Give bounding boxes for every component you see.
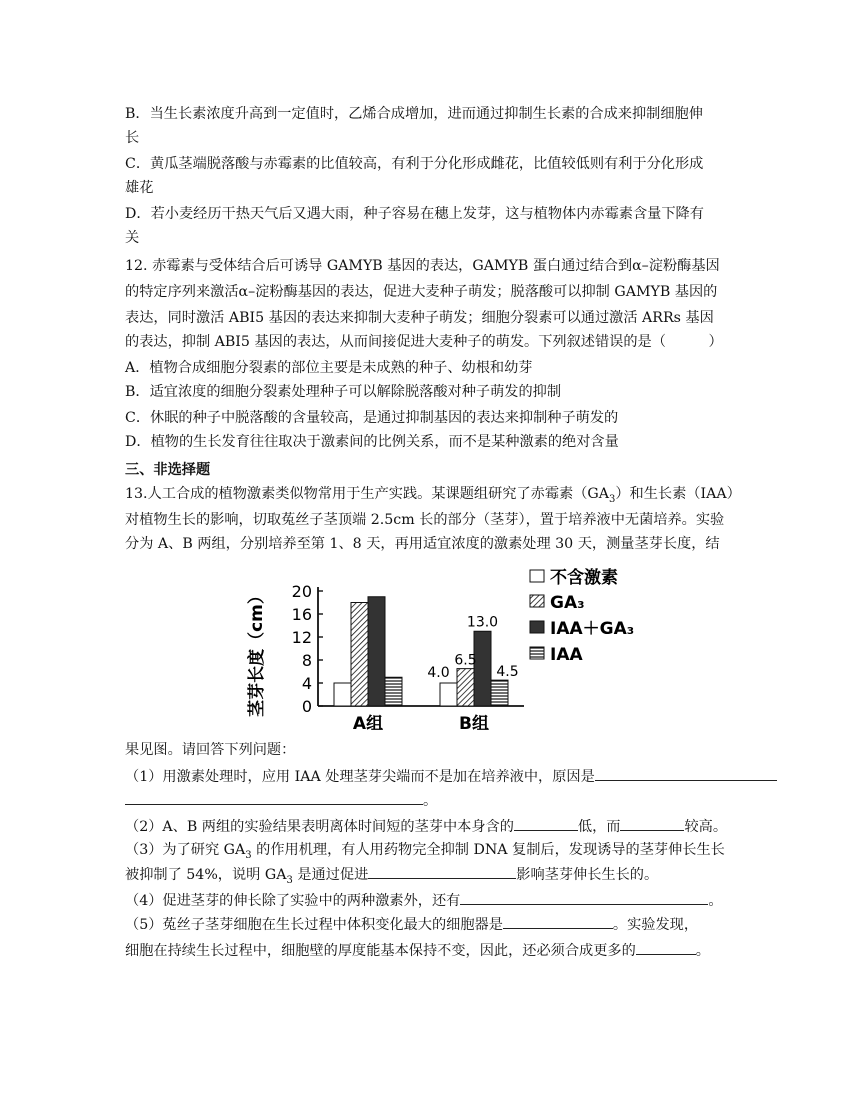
- legend-label: IAA: [550, 645, 583, 665]
- legend-label: GA₃: [550, 593, 585, 613]
- q13-part3-line2: 被抑制了 54%，说明 $GA_3$ 是通过促进 影响茎芽伸长生长的。: [125, 864, 658, 885]
- q12-stem-line2: 的特定序列来激活α–淀粉酶基因的表达，促进大麦种子萌发；脱落酸可以抑制 GAMYB 基因的: [125, 284, 718, 300]
- data-label: 4.0: [427, 665, 450, 681]
- y-tick-label: 8: [301, 651, 312, 670]
- legend-swatch: [530, 647, 544, 659]
- q13-part5-line1: （5）菟丝子茎芽细胞在生长过程中体积变化最大的细胞器是 。实验发现，: [125, 914, 698, 935]
- q11-option-b-line2: 长: [125, 130, 140, 146]
- q12-option-b: B．适宜浓度的细胞分裂素处理种子可以解除脱落酸对种子萌发的抑制: [125, 384, 562, 400]
- q13-part3-line1: （3）为了研究 $GA_3$ 的作用机理，有人用药物完全抑制 DNA 复制后，发现诱导的茎芽伸长生长: [125, 842, 725, 861]
- bar: [474, 631, 491, 706]
- y-tick-label: 16: [291, 605, 312, 624]
- q12-stem-line4: 的表达，抑制 ABI5 基因的表达，从而间接促进大麦种子的萌发。下列叙述错误的是（ ）: [125, 334, 723, 350]
- y-tick-label: 20: [291, 582, 312, 601]
- y-tick-label: 4: [301, 674, 312, 693]
- data-label: 4.5: [496, 664, 519, 681]
- bar: [385, 677, 402, 706]
- answer-blank-3[interactable]: [368, 864, 516, 879]
- y-tick-label: 12: [291, 628, 312, 647]
- category-label: A组: [352, 714, 384, 734]
- q13-part1-line2: 。: [125, 790, 437, 811]
- q13-part1-line1: （1）用激素处理时，应用 IAA 处理茎芽尖端而不是加在培养液中，原因是: [125, 766, 777, 787]
- q11-option-c-line2: 雄花: [125, 180, 154, 196]
- bar: [440, 683, 457, 706]
- q12-stem-line1: 12. 赤霉素与受体结合后可诱导 GAMYB 基因的表达，GAMYB 蛋白通过结合到α–淀粉酶基因: [125, 258, 720, 274]
- q13-stem-line2: 对植物生长的影响，切取菟丝子茎顶端 2.5cm 长的部分（茎芽），置于培养液中无菌培养。实验: [125, 512, 725, 528]
- legend-swatch: [530, 621, 544, 633]
- answer-blank-5b[interactable]: [636, 940, 696, 955]
- q12-option-c: C．休眠的种子中脱落酸的含量较高，是通过抑制基因的表达来抑制种子萌发的: [125, 410, 619, 426]
- bar: [351, 603, 368, 707]
- y-axis-label: 茎芽长度（cm）: [247, 587, 267, 717]
- answer-blank-4[interactable]: [460, 890, 708, 905]
- q13-stem-line4: 果见图。请回答下列问题：: [125, 742, 296, 758]
- bar: [334, 683, 351, 706]
- q11-option-d-line2: 关: [125, 230, 140, 246]
- bar: [491, 680, 508, 706]
- y-tick-label: 0: [301, 697, 312, 716]
- category-label: B组: [459, 714, 489, 734]
- answer-blank-2b[interactable]: [620, 816, 684, 831]
- q13-part5-line2: 细胞在持续生长过程中，细胞壁的厚度能基本保持不变，因此，还必须合成更多的 。: [125, 940, 710, 961]
- answer-blank-2a[interactable]: [514, 816, 578, 831]
- q11-option-d-line1: D．若小麦经历干热天气后又遇大雨，种子容易在穗上发芽，这与植物体内赤霉素含量下降有: [125, 206, 704, 222]
- q12-stem-line3: 表达，同时激活 ABI5 基因的表达来抑制大麦种子萌发；细胞分裂素可以通过激活 ARRs 基因: [125, 310, 714, 326]
- data-label: 13.0: [466, 614, 499, 631]
- q11-option-b-line1: B．当生长素浓度升高到一定值时，乙烯合成增加，进而通过抑制生长素的合成来抑制细胞伸: [125, 106, 703, 122]
- bar: [457, 669, 474, 706]
- section-title: 三、非选择题: [125, 462, 211, 478]
- answer-blank-1b[interactable]: [125, 790, 423, 805]
- answer-blank-5a[interactable]: [503, 914, 613, 929]
- legend-swatch: [530, 595, 544, 607]
- q13-part2: （2）A、B 两组的实验结果表明离体时间短的茎芽中本身含的 低，而 较高。: [125, 816, 727, 837]
- data-label: 6.5: [454, 652, 477, 669]
- legend-swatch: [530, 570, 544, 582]
- q11-option-c-line1: C．黄瓜茎端脱落酸与赤霉素的比值较高，有利于分化形成雌花，比值较低则有利于分化形成: [125, 156, 704, 172]
- q13-stem-line1: 13.人工合成的植物激素类似物常用于生产实践。某课题组研究了赤霉素$(GA_3)$和生长素（IAA）: [125, 486, 741, 505]
- legend-label: 不含激素: [550, 568, 618, 588]
- legend-label: IAA＋GA₃: [550, 619, 635, 639]
- answer-blank-1a[interactable]: [595, 766, 777, 781]
- stem-length-bar-chart: [240, 560, 660, 738]
- q13-part4: （4）促进茎芽的伸长除了实验中的两种激素外，还有 。: [125, 890, 723, 911]
- bar: [368, 597, 385, 706]
- q13-stem-line3: 分为 A、B 两组，分别培养至第 1、8 天，再用适宜浓度的激素处理 30 天，测量茎芽长度，结: [125, 536, 720, 552]
- q12-option-a: A．植物合成细胞分裂素的部位主要是未成熟的种子、幼根和幼芽: [125, 360, 533, 376]
- q12-option-d: D．植物的生长发育往往取决于激素间的比例关系，而不是某种激素的绝对含量: [125, 434, 619, 450]
